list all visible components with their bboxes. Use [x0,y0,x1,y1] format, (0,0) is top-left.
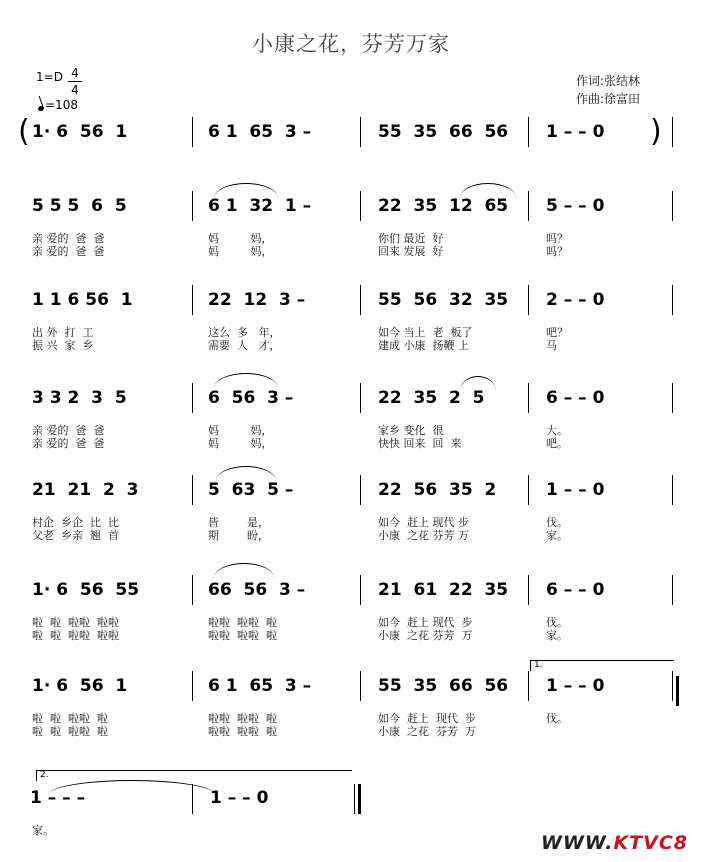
barline [528,671,529,701]
song-title: 小康之花，芬芳万家 [252,32,450,56]
barline [192,383,193,413]
lyric-line-2: 期 盼， [208,529,269,542]
lyric-line-1: 如今 赶上 现代 步 [378,516,469,529]
lyric-line-2: 父老 乡亲 翘 首 [32,529,119,542]
score-row [0,122,702,146]
measure: 55 35 66 56 [378,676,509,696]
measure: 1· 6 56 1 [32,676,128,696]
measure: 1 – – 0 [546,122,605,142]
barline [528,285,529,315]
barline [528,383,529,413]
barline [528,117,529,147]
barline [360,117,361,147]
key-signature: 1=D [36,70,63,84]
score-row [0,388,702,412]
barline [360,383,361,413]
lyric-line-2: 建成 小康 扬鞭 上 [378,339,469,352]
measure: 6 – – 0 [546,580,605,600]
measure: 1 – – 0 [546,480,605,500]
lyric-line-1: 亲 爱的 爸 爸 [32,232,105,245]
lyric-line-2: 啦 啦 啦啦 啦啦 [32,629,119,642]
barline [672,383,673,413]
lyricist: 作词:张结林 [576,74,641,88]
lyric-line-1: 家乡 变化 很 [378,424,444,437]
barline [192,285,193,315]
lyric-line-1: 皆 是， [208,516,269,529]
lyric-line-1: 大。 [546,424,568,437]
watermark-part: WWW. [540,832,614,854]
barline [360,475,361,505]
lyric-line-2: 亲 爱的 爸 爸 [32,437,105,450]
final-barline [358,784,361,814]
slur [214,183,278,198]
measure: 22 56 35 2 [378,480,497,500]
lyric-line-2: 小康 之花 芬芳 万 [378,529,469,542]
lyric-line-2: 振 兴 家 乡 [32,339,94,352]
barline [528,575,529,605]
measure: 5 – – 0 [546,196,605,216]
lyric-line-1: 啦 啦 啦啦 啦啦 [32,616,119,629]
barline [360,191,361,221]
lyric-line-1: 如今 赶上 现代 步 [378,712,476,725]
barline [354,784,355,814]
lyric-line-2: 家。 [546,629,568,642]
slur [214,563,274,578]
barline [672,285,673,315]
lyric-line-2: 家。 [546,529,568,542]
final-lyric: 家。 [32,824,54,837]
slur [460,376,496,391]
score-row [0,580,702,604]
time-signature [68,66,82,97]
barline [672,475,673,505]
barline [672,117,673,147]
lyric-line-2: 吗？ [546,245,568,258]
barline [528,475,529,505]
slur [216,466,276,481]
lyric-line-2: 妈 妈， [208,245,273,258]
measure: 66 56 3 – [208,580,306,600]
slur [214,373,278,388]
second-ending: 2. [36,770,352,781]
lyric-line-2: 需要 人 才， [208,339,281,352]
measure: 6 1 32 1 – [208,196,312,216]
lyric-line-1: 妈 妈， [208,424,273,437]
score-row [0,676,702,700]
repeat-start-brace: ( [18,114,30,149]
lyric-line-2: 啦啦 啦啦 啦 [208,629,277,642]
composer: 作曲:徐富田 [576,92,641,106]
barline [192,475,193,505]
lyric-line-1: 妈 妈， [208,232,273,245]
repeat-barline [676,676,679,706]
lyric-line-1: 伐。 [546,712,568,725]
barline [192,191,193,221]
score-row [0,290,702,314]
measure: 22 12 3 – [208,290,306,310]
score-row [0,480,702,504]
lyric-line-2: 亲 爱的 爸 爸 [32,245,105,258]
lyric-line-1: 亲 爱的 爸 爸 [32,424,105,437]
lyric-line-1: 啦啦 啦啦 啦 [208,616,277,629]
lyric-line-2: 啦 啦 啦啦 啦 [32,725,108,738]
measure: 1 1 6 56 1 [32,290,133,310]
measure: 3 3 2 3 5 [32,388,127,408]
first-ending: 1. [530,660,674,671]
time-numerator: 4 [71,66,79,80]
lyric-line-2: 快快 回来 回 来 [378,437,462,450]
lyric-line-1: 这么 多 年， [208,326,281,339]
measure: 21 21 2 3 [32,480,139,500]
score-row [0,196,702,220]
lyric-line-2: 啦啦 啦啦 啦 [208,725,277,738]
barline [360,575,361,605]
lyric-line-1: 吧？ [546,326,568,339]
barline [360,671,361,701]
quarter-note-icon [37,105,44,112]
time-denominator: 4 [71,83,79,97]
lyric-line-2: 小康 之花 芬芳 万 [378,629,473,642]
barline [672,191,673,221]
measure: 1· 6 56 1 [32,122,128,142]
barline [528,191,529,221]
lyric-line-1: 啦 啦 啦啦 啦 [32,712,108,725]
measure: 5 5 5 6 5 [32,196,127,216]
measure: 2 – – 0 [546,290,605,310]
measure: 6 – – 0 [546,388,605,408]
tempo-value: =108 [45,98,78,112]
lyric-line-1: 啦啦 啦啦 啦 [208,712,277,725]
watermark-part: KTVC8 [613,832,688,854]
lyric-line-2: 吧。 [546,437,568,450]
lyric-line-2: 马 [546,339,557,352]
measure: 1· 6 56 55 [32,580,140,600]
barline [672,671,673,701]
measure: 22 35 2 5 [378,388,485,408]
lyric-line-1: 出 外 打 工 [32,326,94,339]
lyric-line-1: 你们 最近 好 [378,232,444,245]
lyric-line-1: 伐。 [546,516,568,529]
measure: 6 1 65 3 – [208,676,312,696]
barline [192,575,193,605]
barline [192,117,193,147]
site-watermark [541,832,688,854]
lyric-line-2: 回来 发展 好 [378,245,444,258]
tempo-marking [38,98,78,112]
measure: 5 63 5 – [208,480,294,500]
slur [460,183,516,198]
lyric-line-1: 吗？ [546,232,568,245]
barline [672,575,673,605]
measure: 1 – – 0 [546,676,605,696]
measure: 6 1 65 3 – [208,122,312,142]
lyric-line-1: 如今 当上 老 板了 [378,326,473,339]
measure: 21 61 22 35 [378,580,509,600]
measure: 22 35 12 65 [378,196,509,216]
tie [48,780,216,795]
final-measure-1: 1 – – – [30,788,86,808]
lyric-line-1: 如今 赶上 现代 步 [378,616,473,629]
barline [192,671,193,701]
lyric-line-1: 村企 乡企 比 比 [32,516,119,529]
final-measure-2: 1 – – 0 [210,788,269,808]
repeat-end-brace: ) [650,114,662,149]
measure: 55 56 32 35 [378,290,509,310]
lyric-line-2: 妈 妈， [208,437,273,450]
barline [360,285,361,315]
measure: 55 35 66 56 [378,122,509,142]
measure: 6 56 3 – [208,388,294,408]
lyric-line-2: 小康 之花 芬芳 万 [378,725,476,738]
lyric-line-1: 伐。 [546,616,568,629]
